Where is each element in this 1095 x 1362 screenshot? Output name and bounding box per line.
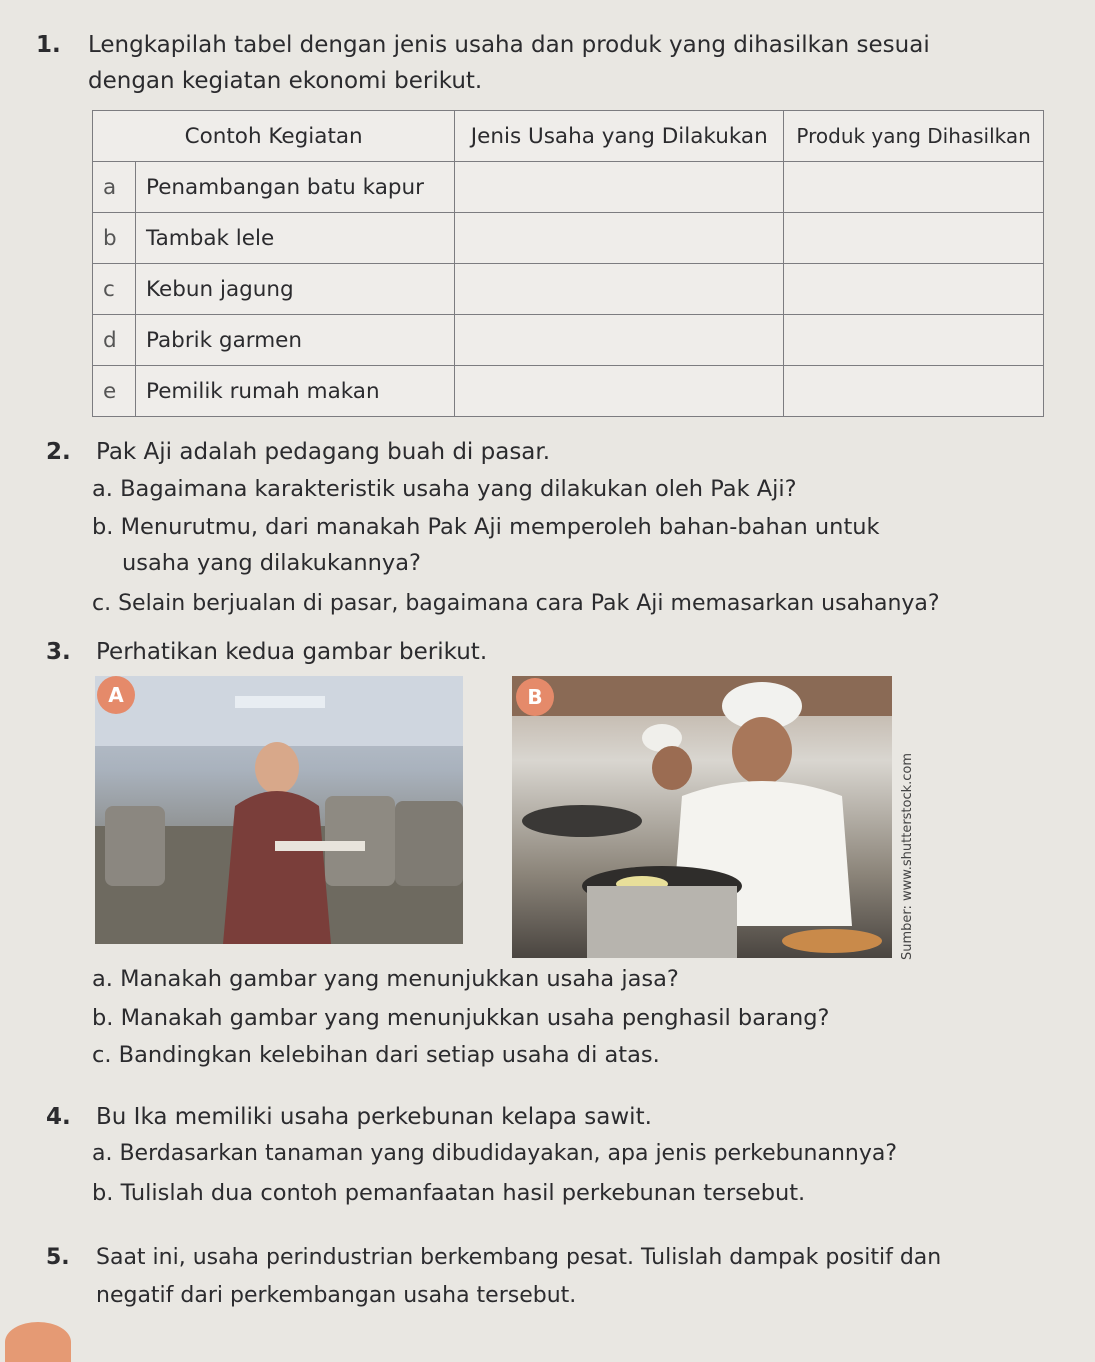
answer-cell[interactable] (455, 264, 784, 315)
answer-cell[interactable] (784, 162, 1044, 213)
question-number: 4. (46, 1104, 71, 1130)
question-text: Bu Ika memiliki usaha perkebunan kelapa sawit. (96, 1104, 652, 1130)
row-letter: e (93, 366, 136, 417)
row-letter: b (93, 213, 136, 264)
table-row (93, 264, 1044, 315)
photo-food-vendor (512, 676, 892, 958)
answer-cell[interactable] (784, 315, 1044, 366)
vendor-illustration (512, 676, 892, 958)
answer-cell[interactable] (455, 213, 784, 264)
photo-flight-attendant (95, 676, 463, 944)
sub-question: a. Berdasarkan tanaman yang dibudidayakan, apa jenis perkebunannya? (92, 1141, 898, 1166)
column-header: Produk yang Dihasilkan (784, 111, 1044, 162)
question-text: Pak Aji adalah pedagang buah di pasar. (96, 439, 551, 465)
activity-table (92, 110, 1044, 417)
column-header: Jenis Usaha yang Dilakukan (455, 111, 784, 162)
table-row (93, 162, 1044, 213)
answer-cell[interactable] (455, 315, 784, 366)
table-row (93, 315, 1044, 366)
row-activity: Pemilik rumah makan (136, 366, 455, 417)
answer-cell[interactable] (455, 366, 784, 417)
row-activity: Tambak lele (136, 213, 455, 264)
sub-question: b. Manakah gambar yang menunjukkan usaha penghasil barang? (92, 1005, 830, 1031)
row-activity: Penambangan batu kapur (136, 162, 455, 213)
row-letter: c (93, 264, 136, 315)
question-number: 3. (46, 639, 71, 665)
photo-label-b: B (516, 678, 554, 716)
question-number: 1. (36, 32, 61, 58)
question-text: Saat ini, usaha perindustrian berkembang pesat. Tulislah dampak positif dan (96, 1245, 942, 1270)
sub-question: c. Bandingkan kelebihan dari setiap usaha di atas. (92, 1042, 660, 1068)
answer-cell[interactable] (784, 213, 1044, 264)
question-number: 5. (46, 1245, 70, 1270)
table-row (93, 213, 1044, 264)
row-letter: d (93, 315, 136, 366)
table-header-row (93, 111, 1044, 162)
row-activity: Pabrik garmen (136, 315, 455, 366)
sub-question: a. Bagaimana karakteristik usaha yang dilakukan oleh Pak Aji? (92, 476, 797, 502)
sub-question: usaha yang dilakukannya? (122, 550, 421, 576)
question-text: Lengkapilah tabel dengan jenis usaha dan produk yang dihasilkan sesuai (88, 32, 930, 58)
sub-question: c. Selain berjualan di pasar, bagaimana cara Pak Aji memasarkan usahanya? (92, 591, 940, 616)
column-header: Contoh Kegiatan (93, 111, 455, 162)
sub-question: a. Manakah gambar yang menunjukkan usaha jasa? (92, 966, 679, 992)
question-text: dengan kegiatan ekonomi berikut. (88, 68, 483, 94)
image-source-credit: Sumber: www.shutterstock.com (900, 752, 915, 960)
question-number: 2. (46, 439, 71, 465)
answer-cell[interactable] (784, 366, 1044, 417)
table-row (93, 366, 1044, 417)
question-text: Perhatikan kedua gambar berikut. (96, 639, 488, 665)
photo-label-a: A (97, 676, 135, 714)
answer-cell[interactable] (455, 162, 784, 213)
sub-question: b. Menurutmu, dari manakah Pak Aji memperoleh bahan-bahan untuk (92, 514, 880, 540)
sub-question: b. Tulislah dua contoh pemanfaatan hasil perkebunan tersebut. (92, 1180, 806, 1206)
question-text: negatif dari perkembangan usaha tersebut. (96, 1283, 577, 1308)
page-corner-decoration (5, 1322, 71, 1362)
row-letter: a (93, 162, 136, 213)
cabin-illustration (95, 676, 463, 944)
answer-cell[interactable] (784, 264, 1044, 315)
row-activity: Kebun jagung (136, 264, 455, 315)
